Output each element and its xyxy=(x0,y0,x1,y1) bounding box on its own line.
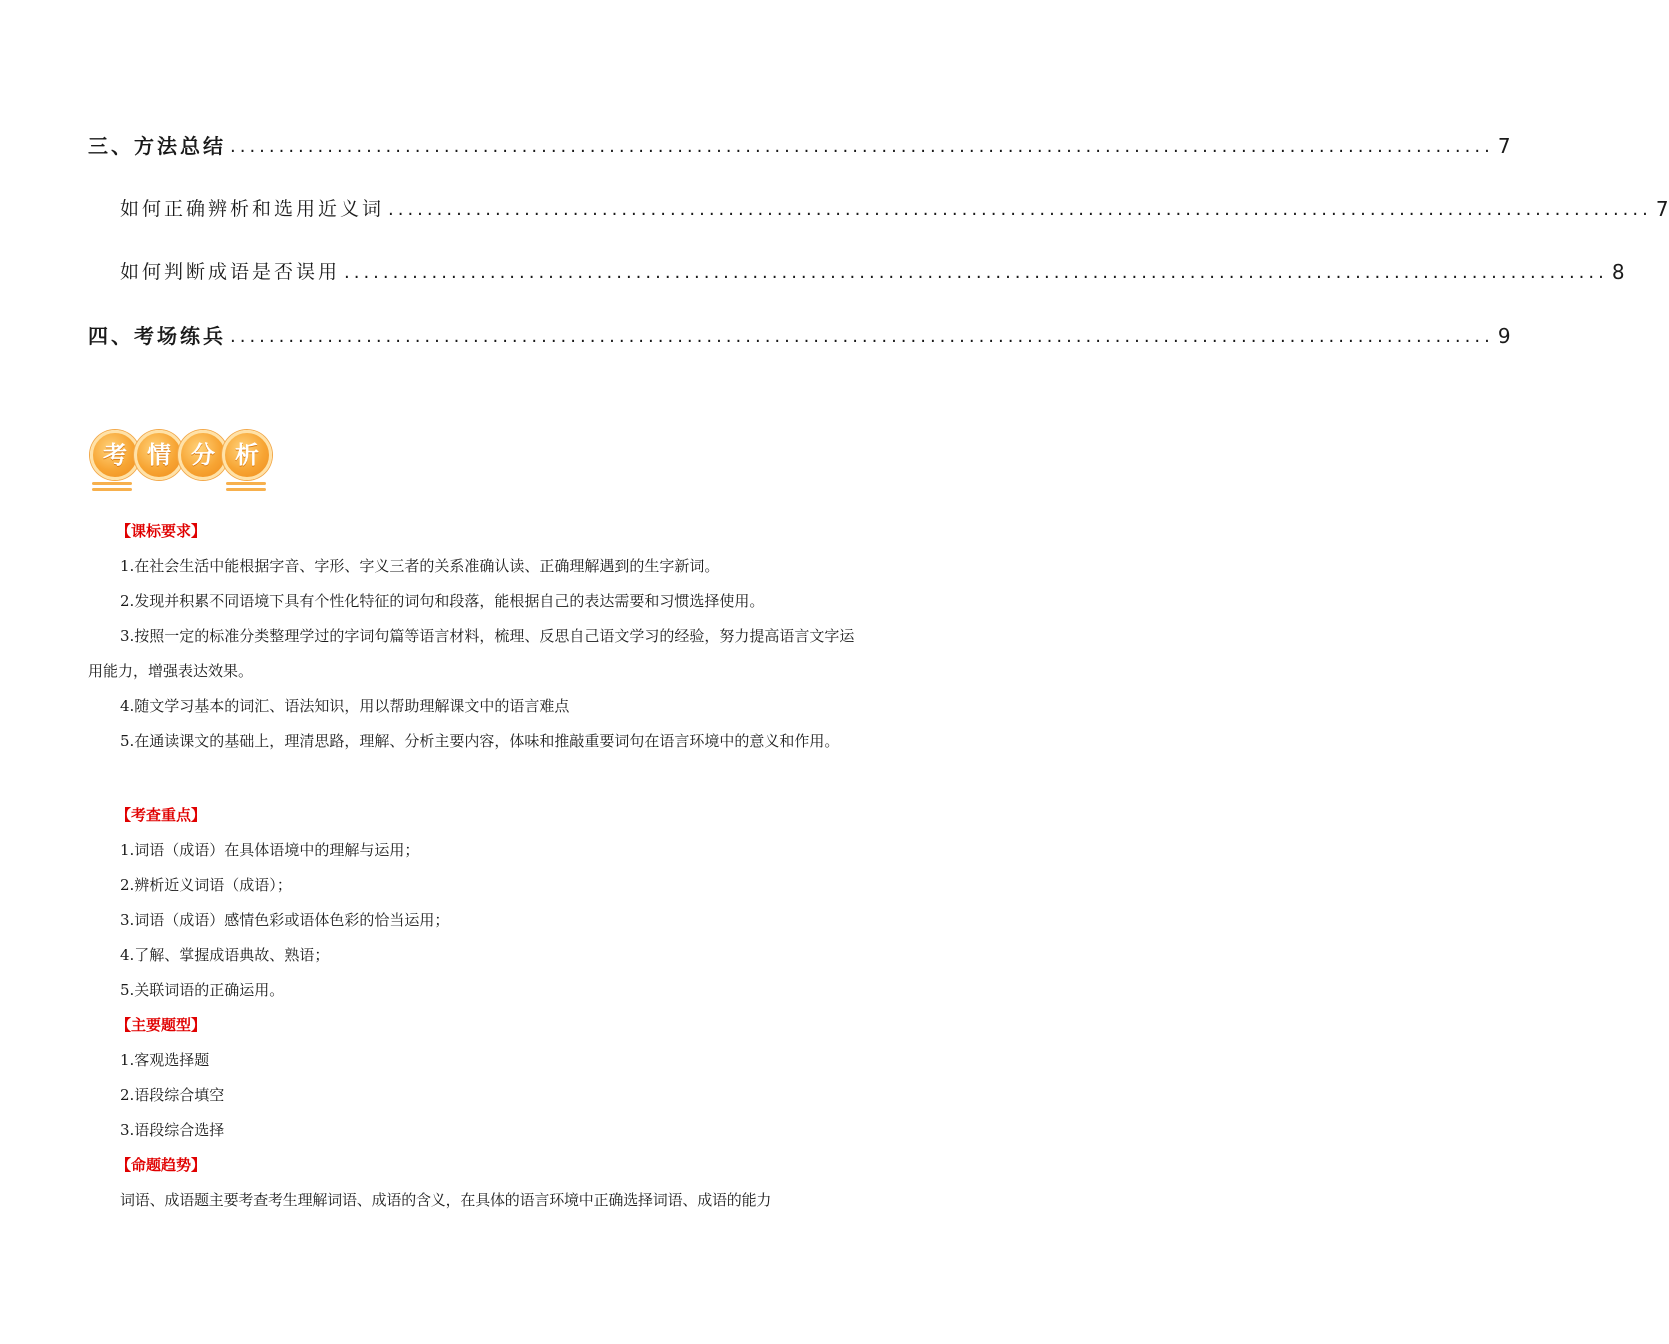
list-item: 2.辨析近义词语（成语）； xyxy=(120,876,292,894)
banner-underline xyxy=(226,482,266,485)
section-heading: 【主要题型】 xyxy=(116,1016,207,1034)
list-item: 3.语段综合选择 xyxy=(120,1121,225,1139)
paragraph: 2.发现并积累不同语境下具有个性化特征的词句和段落，能根据自己的表达需要和习惯选择使用。 xyxy=(120,592,765,610)
list-item: 1.词语（成语）在具体语境中的理解与运用； xyxy=(120,841,420,859)
paragraph: 4.随文学习基本的词汇、语法知识，用以帮助理解课文中的语言难点 xyxy=(120,697,570,715)
paragraph: 5.在通读课文的基础上，理清思路，理解、分析主要内容，体味和推敲重要词句在语言环境中的意义和作用。 xyxy=(120,732,840,750)
banner-underline xyxy=(92,482,132,485)
toc-entry[interactable] xyxy=(88,316,1511,348)
toc-page-number: 7 xyxy=(1655,197,1669,221)
toc-leader: .................................................................................................................................. xyxy=(230,326,1494,347)
toc-entry[interactable] xyxy=(120,252,1625,284)
banner-char: 情 xyxy=(134,430,184,480)
paragraph: 3.按照一定的标准分类整理学过的字词句篇等语言材料，梳理、反思自己语文学习的经验，努力提高语言文字运用能力，增强表达效果。 xyxy=(88,627,855,680)
banner-char: 析 xyxy=(222,430,272,480)
toc-entry-title: 四、考场练兵 xyxy=(88,324,226,348)
banner-underline xyxy=(92,488,132,491)
paragraph: 词语、成语题主要考查考生理解词语、成语的含义，在具体的语言环境中正确选择词语、成语的能力 xyxy=(120,1191,772,1209)
toc-leader: .................................................................................................................................. xyxy=(230,136,1494,157)
toc-entry[interactable] xyxy=(120,189,1669,221)
list-item: 1.客观选择题 xyxy=(120,1051,210,1069)
types-section xyxy=(88,1008,862,1148)
trend-section xyxy=(88,1148,862,1218)
list-item: 3.词语（成语）感情色彩或语体色彩的恰当运用； xyxy=(120,911,450,929)
toc-entry-title: 如何正确辨析和选用近义词 xyxy=(120,198,385,220)
banner-underline xyxy=(226,488,266,491)
list-item: 5.关联词语的正确运用。 xyxy=(120,981,285,999)
toc-page-number: 8 xyxy=(1611,260,1625,284)
list-item: 2.语段综合填空 xyxy=(120,1086,225,1104)
section-heading: 【命题趋势】 xyxy=(116,1156,207,1174)
toc-leader: .................................................................................................................................. xyxy=(344,262,1608,283)
paragraph: 1.在社会生活中能根据字音、字形、字义三者的关系准确认读、正确理解遇到的生字新词。 xyxy=(120,557,720,575)
toc-page-number: 7 xyxy=(1497,134,1511,158)
toc-leader: .................................................................................................................................. xyxy=(388,199,1652,220)
exam-analysis-banner xyxy=(88,428,272,492)
list-item: 4.了解、掌握成语典故、熟语； xyxy=(120,946,330,964)
section-heading: 【课标要求】 xyxy=(116,522,207,540)
toc-entry-title: 如何判断成语是否误用 xyxy=(120,261,341,283)
curriculum-section xyxy=(88,514,862,759)
section-heading: 【考查重点】 xyxy=(116,806,207,824)
banner-char: 考 xyxy=(90,430,140,480)
toc-entry[interactable] xyxy=(88,126,1511,158)
banner-char: 分 xyxy=(178,430,228,480)
toc-entry-title: 三、方法总结 xyxy=(88,134,226,158)
focus-section xyxy=(88,798,862,1008)
toc-page-number: 9 xyxy=(1497,324,1511,348)
